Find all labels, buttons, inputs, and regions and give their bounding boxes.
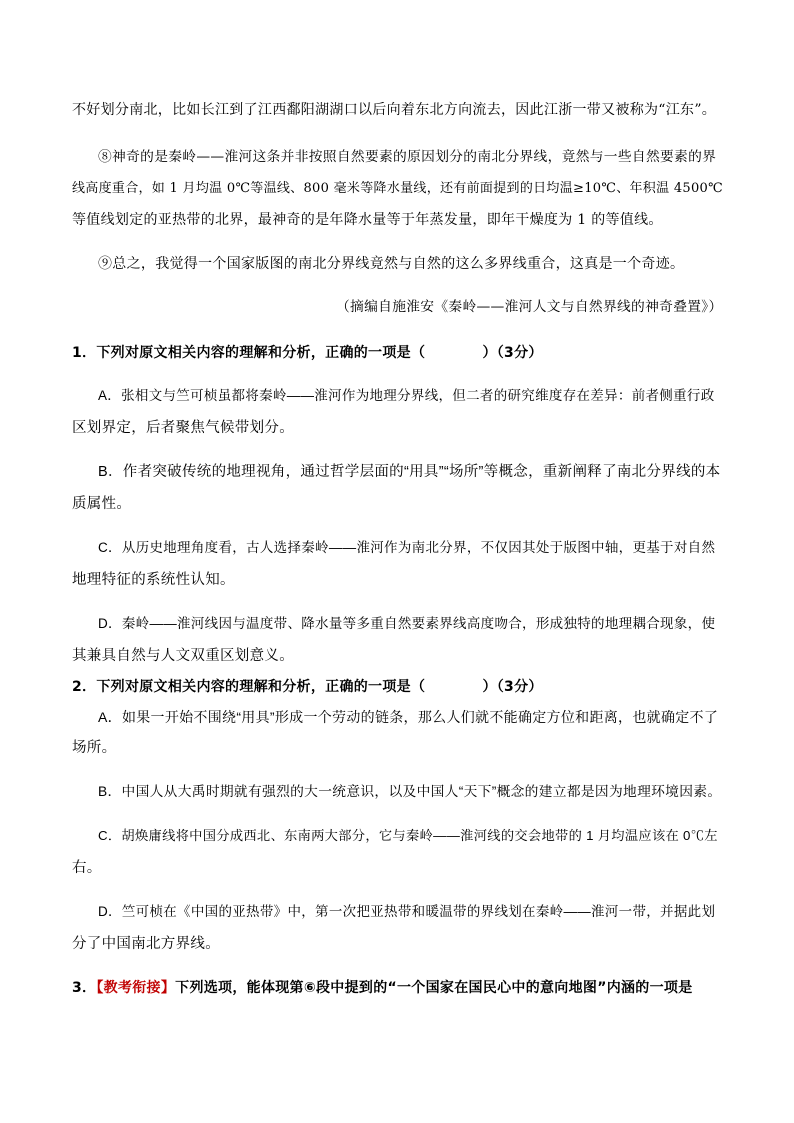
passage-paragraph-8-line-3: 等值线划定的亚热带的北界，最神奇的是年降水量等于年蒸发量，即年干燥度为 1 的等值线。 xyxy=(72,212,663,228)
passage-paragraph-8-line-2: 线高度重合，如 1 月均温 0℃等温线、800 毫米等降水量线，还有前面提到的日均温≥10℃、年积温 4500℃ xyxy=(72,181,723,196)
question-2-option-a-line-1: A．如果一开始不围绕“用具”形成一个劳动的链条，那么人们就不能确定方位和距离，也就确定不了 xyxy=(98,709,719,725)
question-1-option-d-line-1: D．秦岭——淮河线因与温度带、降水量等多重自然要素界线高度吻合，形成独特的地理耦合现象，使 xyxy=(98,616,716,631)
question-2-option-c-line-2: 右。 xyxy=(72,860,102,876)
question-2-option-a-line-2: 场所。 xyxy=(72,740,117,756)
question-2-option-d-line-1: D．竺可桢在《中国的亚热带》中，第一次把亚热带和暖温带的界线划在秦岭——淮河一带，并据此划 xyxy=(98,904,716,919)
question-1-option-a-line-1: A．张相文与竺可桢虽都将秦岭——淮河作为地理分界线，但二者的研究维度存在差异：前者侧重行政 xyxy=(98,388,715,403)
passage-paragraph-continued: 不好划分南北，比如长江到了江西鄱阳湖湖口以后向着东北方向流去，因此江浙一带又被称为“江东”。 xyxy=(72,102,717,118)
passage-paragraph-8-line-1: ⑧神奇的是秦岭——淮河这条并非按照自然要素的原因划分的南北分界线，竟然与一些自然要素的界 xyxy=(98,149,717,165)
question-3-number: 3． xyxy=(72,980,97,996)
passage-paragraph-9-line-1: ⑨总之，我觉得一个国家版图的南北分界线竟然与自然的这么多界线重合，这真是一个奇迹。 xyxy=(98,256,685,272)
question-2-option-c-line-1: C．胡焕庸线将中国分成西北、东南两大部分，它与秦岭——淮河线的交会地带的 1 月均温应该在 0℃左 xyxy=(98,828,718,843)
question-2-option-d-line-2: 分了中国南北方界线。 xyxy=(72,936,220,952)
question-2-option-b-line-1: B．中国人从大禹时期就有强烈的大一统意识，以及中国人“天下”概念的建立都是因为地理环境因素。 xyxy=(98,784,722,799)
question-1-option-c-line-2: 地理特征的系统性认知。 xyxy=(72,572,235,588)
question-1-option-d-line-2: 其兼具自然与人文双重区划意义。 xyxy=(72,648,294,664)
question-1-stem: 1．下列对原文相关内容的理解和分析，正确的一项是（ ）（3分） xyxy=(72,345,543,361)
passage-source: （摘编自施淮安《秦岭——淮河人文与自然界线的神奇叠置》） xyxy=(336,299,723,315)
question-1-option-a-line-2: 区划界定，后者聚焦气候带划分。 xyxy=(72,420,294,436)
question-1-option-c-line-1: C．从历史地理角度看，古人选择秦岭——淮河作为南北分界，不仅因其处于版图中轴，更基于对自然 xyxy=(98,540,716,555)
question-1-option-b-line-1: B．作者突破传统的地理视角，通过哲学层面的“用具”“场所”等概念，重新阐释了南北分界线的本 xyxy=(98,464,721,480)
question-3-tag: 【教考衔接】 xyxy=(96,980,176,996)
question-3-stem: 下列选项，能体现第⑥段中提到的“一个国家在国民心中的意向地图”内涵的一项是 xyxy=(175,980,693,996)
question-3-stem-line xyxy=(72,978,693,998)
question-1-option-b-line-2: 质属性。 xyxy=(72,496,132,512)
question-2-stem: 2．下列对原文相关内容的理解和分析，正确的一项是（ ）（3分） xyxy=(72,679,543,695)
